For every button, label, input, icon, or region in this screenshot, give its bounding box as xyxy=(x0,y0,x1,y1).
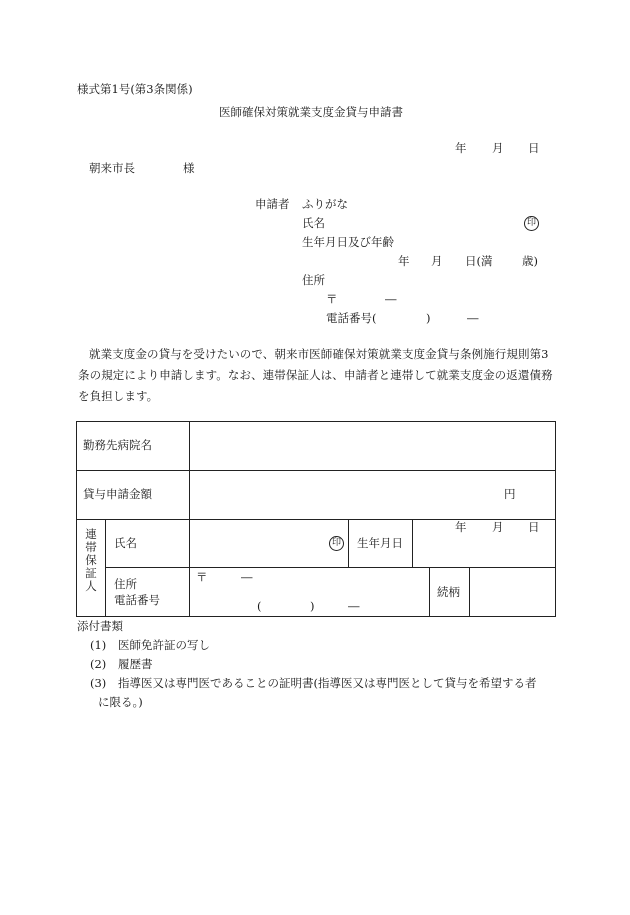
guarantor-label: 連帯保証人 xyxy=(85,527,97,593)
hospital-name-label: 勤務先病院名 xyxy=(83,438,152,452)
applicant-label: 申請者 xyxy=(255,197,290,211)
applicant-address-label: 住所 xyxy=(302,273,325,287)
guarantor-relation-label: 続柄 xyxy=(437,585,460,599)
guarantor-phone-close: ) xyxy=(310,599,315,613)
guarantor-phone-open: ( xyxy=(257,599,262,613)
applicant-postal-mark: 〒 xyxy=(326,292,338,306)
loan-amount-label: 貸与申請金額 xyxy=(83,487,152,501)
attachment-1-text: 医師免許証の写し xyxy=(118,638,210,652)
declaration-text: 就業支度金の貸与を受けたいので、朝来市医師確保対策就業支度金貸与条例施行規則第3条の規定により申請します。なお、連帯保証人は、申請者と連帯して就業支度金の返還債務を負担します。 xyxy=(78,347,553,403)
guarantor-name-label: 氏名 xyxy=(114,536,137,550)
attachment-3-number: (3) xyxy=(90,676,107,690)
applicant-phone-dash: ― xyxy=(467,311,479,325)
applicant-postal-dash: ― xyxy=(385,292,397,306)
guarantor-seal-mark: 印 xyxy=(329,536,344,551)
guarantor-postal-mark: 〒 xyxy=(196,570,208,584)
applicant-seal-icon xyxy=(524,216,539,231)
guarantor-seal-icon xyxy=(329,536,344,551)
attachments-heading: 添付書類 xyxy=(77,619,123,633)
addressee-honorific: 様 xyxy=(183,161,195,175)
attachment-2-text: 履歴書 xyxy=(118,657,153,671)
form-number: 様式第1号(第3条関係) xyxy=(77,82,193,96)
applicant-age-unit: 歳) xyxy=(522,254,538,268)
applicant-phone-close: ) xyxy=(426,311,431,325)
date-year: 年 xyxy=(455,141,467,155)
applicant-birth-year: 年 xyxy=(398,254,410,268)
attachment-1-number: (1) xyxy=(90,638,107,652)
date-month: 月 xyxy=(492,141,504,155)
applicant-seal-mark: 印 xyxy=(524,216,539,231)
guarantor-phone-label: 電話番号 xyxy=(114,593,160,607)
addressee-name: 朝来市長 xyxy=(89,161,135,175)
applicant-phone-label: 電話番号( xyxy=(326,311,377,325)
guarantor-birth-day: 日 xyxy=(528,520,540,534)
guarantor-postal-dash: ― xyxy=(241,570,253,584)
application-table xyxy=(76,421,556,617)
applicant-birth-day: 日(満 xyxy=(465,254,493,268)
guarantor-birth-month: 月 xyxy=(492,520,504,534)
applicant-birth-month: 月 xyxy=(431,254,443,268)
guarantor-address-label: 住所 xyxy=(114,577,137,591)
applicant-furigana-label: ふりがな xyxy=(302,197,348,211)
attachment-2-number: (2) xyxy=(90,657,107,671)
loan-amount-unit: 円 xyxy=(504,487,516,501)
guarantor-birth-year: 年 xyxy=(455,520,467,534)
guarantor-phone-dash: ― xyxy=(348,599,360,613)
attachment-3-continuation: に限る。) xyxy=(98,695,143,709)
applicant-name-label: 氏名 xyxy=(302,216,325,230)
applicant-birth-age-label: 生年月日及び年齢 xyxy=(302,235,394,249)
date-day: 日 xyxy=(528,141,540,155)
page-title: 医師確保対策就業支度金貸与申請書 xyxy=(219,105,403,119)
guarantor-birth-label: 生年月日 xyxy=(357,536,403,550)
attachment-3-text: 指導医又は専門医であることの証明書(指導医又は専門医として貸与を希望する者 xyxy=(118,676,537,690)
